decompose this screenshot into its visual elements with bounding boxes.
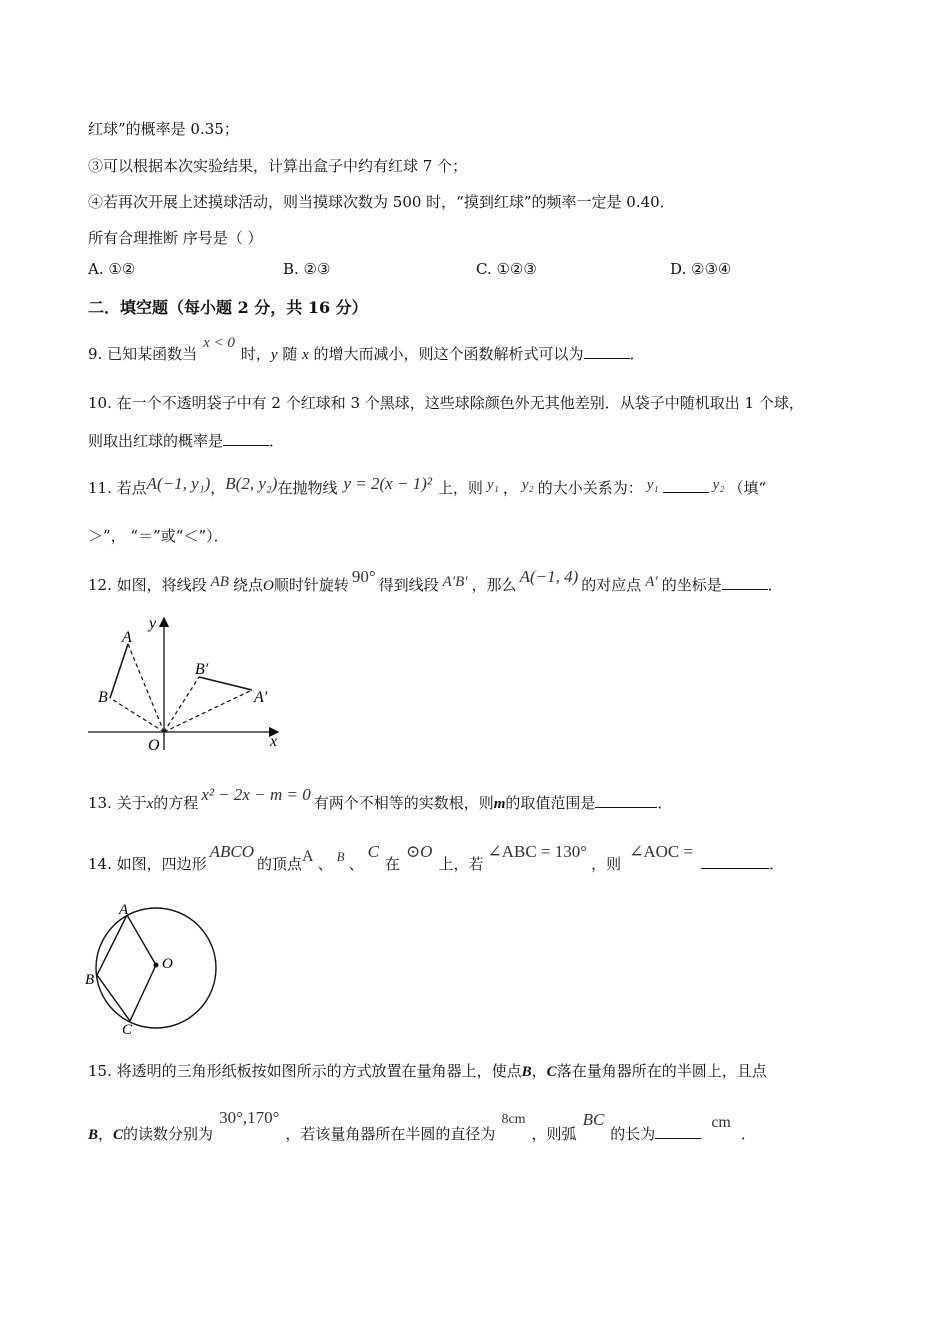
q15-text-l2a: 的读数分别为 <box>123 1125 214 1143</box>
q14-circle: ⊙O <box>405 842 433 861</box>
segment-ab <box>110 644 128 698</box>
q12-text-d: 得到线段 <box>378 576 439 594</box>
q14-text-a: 14. 如图，四边形 <box>88 855 207 873</box>
q12-text-h: ． <box>767 576 783 594</box>
q15-l2-c: C <box>113 1127 124 1143</box>
q15-text-l2d: 的长为 <box>610 1125 656 1143</box>
label-b: B <box>98 689 108 706</box>
q8-line2: ③可以根据本次实验结果，计算出盒子中约有红球 7 个； <box>88 157 468 175</box>
q14-pa: A <box>302 848 314 865</box>
center-point <box>154 963 159 968</box>
q15-text-b: 落在量角器所在的半圆上，且点 <box>556 1062 767 1080</box>
q12-a-prime: A′ <box>645 574 658 590</box>
q12-text-a: 12. 如图，将线段 <box>88 576 207 594</box>
q12-text-c: 顺时针旋转 <box>273 576 349 594</box>
q15-c: C <box>546 1064 557 1080</box>
q12-ab: AB <box>210 574 229 590</box>
q13-text-a: 13. 关于 <box>88 794 147 812</box>
label-x: x <box>270 733 278 750</box>
q11-parabola: y = 2(x − 1)² <box>343 474 432 493</box>
q9-x: x <box>302 347 309 363</box>
q11-point-a: A(−1, y₁) <box>146 474 211 493</box>
q10-line2 <box>88 430 284 451</box>
q15-text-l2e: ． <box>740 1125 756 1143</box>
q15-text-l2c: ，则弧 <box>531 1125 577 1143</box>
q15-blank[interactable] <box>655 1137 701 1139</box>
q14-angle-aoc: ∠AOC = <box>629 842 694 861</box>
label-o: O <box>148 737 160 754</box>
fig14-label-a: A <box>119 902 129 918</box>
q14-abco: ABCO <box>209 842 255 861</box>
dashed-ob <box>110 698 164 732</box>
q13-text-e: ． <box>657 794 673 812</box>
q15-l2-b: B <box>88 1127 99 1143</box>
label-a: A <box>122 629 132 646</box>
q8-option-b: B. ②③ <box>283 260 331 278</box>
q11-text-e: 的大小关系为： <box>537 479 643 497</box>
q14-blank[interactable] <box>701 867 769 869</box>
q14-text-c: 在 <box>384 855 400 873</box>
q14-text-e: ，则 <box>591 855 622 873</box>
fig14-label-o: O <box>162 956 173 972</box>
q10-text-b: ． <box>269 432 285 450</box>
q12-o: O <box>262 578 274 594</box>
q14-angle-abc: ∠ABC = 130° <box>487 842 588 861</box>
q8-line1: 红球”的概率是 0.35； <box>88 120 239 138</box>
q11-y1-answer: y₁ <box>646 477 659 493</box>
q9-text-d: 随 <box>277 345 303 363</box>
q11-y2: y₂ <box>521 477 534 493</box>
q11-text-a: 11. 若点 <box>88 479 147 497</box>
q10-blank[interactable] <box>223 444 269 446</box>
q12-figure <box>80 610 290 755</box>
q14-pb: B <box>336 849 345 864</box>
q12-angle: 90° <box>351 567 376 586</box>
q15-comma: ， <box>531 1062 547 1080</box>
q15-text-l2b: ，若该量角器所在半圆的直径为 <box>285 1125 496 1143</box>
q12-blank[interactable] <box>722 588 768 590</box>
section-title: 二．填空题（每小题 2 分，共 16 分） <box>88 298 368 317</box>
q8-line3: ④若再次开展上述摸球活动，则当摸球次数为 500 时，“摸到红球”的频率一定是 0.40． <box>88 193 675 211</box>
q11-text-b: 在抛物线 <box>277 479 338 497</box>
q14-sep1: 、 <box>317 855 333 873</box>
q15-diameter: 8cm <box>501 1112 526 1127</box>
quadrilateral-abco <box>97 915 156 1021</box>
q9-text-f: 的增大而减小，则这个函数解析式可以为 <box>308 345 584 363</box>
q15-line1 <box>88 1060 767 1081</box>
q12-text-b: 绕点 <box>232 576 263 594</box>
q15-arc: BC <box>582 1110 605 1129</box>
q10-line1: 10. 在一个不透明袋子中有 2 个红球和 3 个黑球，这些球除颜色外无其他差别．从袋子中随机取出 1 个球， <box>88 394 804 412</box>
q9-blank[interactable] <box>584 357 630 359</box>
q15-text-a: 15. 将透明的三角形纸板按如图所示的方式放置在量角器上，使点 <box>88 1062 522 1080</box>
q12-text-g: 的坐标是 <box>661 576 722 594</box>
q11-sep: ， <box>210 479 226 497</box>
q10-text-a: 则取出红球的概率是 <box>88 432 224 450</box>
q11-line1 <box>88 474 767 498</box>
q13-x: x <box>146 796 154 812</box>
q15-reading: 30°,170° <box>219 1108 280 1127</box>
q11-blank[interactable] <box>663 491 709 493</box>
label-a-prime: A′ <box>254 689 268 706</box>
q11-y1: y₁ <box>486 477 499 493</box>
q8-option-a: A. ①② <box>88 260 136 278</box>
q14-text-b: 的顶点 <box>257 855 303 873</box>
q11-y2-answer: y₂ <box>712 477 725 493</box>
q9-text-b: 时， <box>240 345 271 363</box>
q14-figure <box>80 898 230 1038</box>
dashed-oa <box>128 644 164 732</box>
q9-math: x < 0 <box>203 335 235 351</box>
label-y: y <box>149 615 157 632</box>
q13-line <box>88 785 673 813</box>
q9-text-g: ． <box>629 345 645 363</box>
q8-option-c: C. ①②③ <box>476 260 537 278</box>
circle-o <box>96 908 216 1028</box>
segment-a-prime-b-prime <box>199 677 252 690</box>
q15-line2 <box>88 1108 756 1144</box>
label-b-prime: B′ <box>195 661 209 678</box>
q11-text-d: ， <box>502 479 518 497</box>
q8-option-d: D. ②③④ <box>670 260 732 278</box>
q14-pc: C <box>367 842 379 861</box>
q12-ab-prime: A′B′ <box>442 574 468 590</box>
q11-point-b: B(2, y₂) <box>225 474 278 493</box>
fig14-label-c: C <box>122 1022 133 1038</box>
q12-line <box>88 567 783 595</box>
q14-sep2: 、 <box>348 855 364 873</box>
q14-text-d: 上，若 <box>438 855 484 873</box>
q13-m: m <box>493 796 506 812</box>
q15-b: B <box>521 1064 532 1080</box>
q15-unit: cm <box>711 1114 731 1131</box>
q9 <box>88 335 645 364</box>
q15-l2-comma: ， <box>98 1125 114 1143</box>
q8-line4: 所有合理推断 序号是（ ） <box>88 229 263 247</box>
q14-text-f: ． <box>769 855 785 873</box>
q11-line2: ＞”， “＝”或“＜”）． <box>88 527 229 545</box>
q9-y: y <box>270 347 278 363</box>
q12-text-f: 的对应点 <box>581 576 642 594</box>
q14-line <box>88 842 785 874</box>
q12-text-e: ，那么 <box>471 576 517 594</box>
q13-text-c: 有两个不相等的实数根，则 <box>313 794 494 812</box>
q11-text-f: （填“ <box>728 479 767 497</box>
fig14-label-b: B <box>85 972 95 988</box>
q13-blank[interactable] <box>595 806 657 808</box>
q9-text-a: 9. 已知某函数当 <box>88 345 198 363</box>
q13-text-d: 的取值范围是 <box>505 794 596 812</box>
q13-text-b: 的方程 <box>153 794 199 812</box>
dashed-ob-prime <box>164 677 199 732</box>
q13-equation: x² − 2x − m = 0 <box>201 785 311 804</box>
q11-text-c: 上，则 <box>437 479 483 497</box>
q12-point-a: A(−1, 4) <box>519 567 579 586</box>
